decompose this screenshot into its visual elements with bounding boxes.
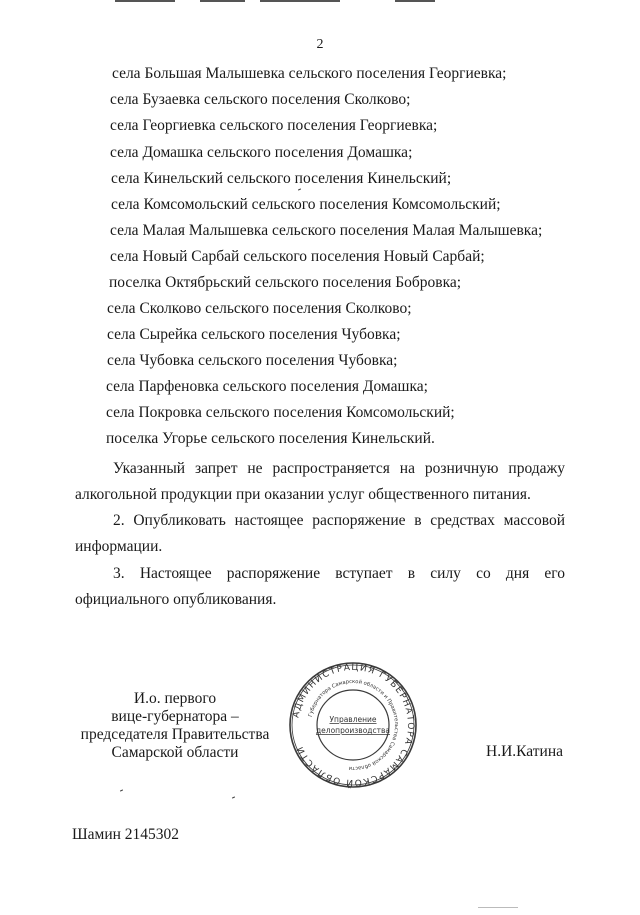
settlement-line: села Сырейка сельского поселения Чубовка; xyxy=(107,326,401,343)
seal-inner-text: Губернатора Самарской области и Правительства Самарской области xyxy=(307,678,400,772)
top-edge-rule xyxy=(395,0,435,2)
signatory-title-line: вице-губернатора – xyxy=(111,708,239,725)
settlement-line: села Большая Малышевка сельского поселения Георгиевка; xyxy=(112,65,507,82)
settlement-line: села Новый Сарбай сельского поселения Новый Сарбай; xyxy=(110,248,485,265)
settlement-line: села Комсомольский сельского поселения Комсомольский; xyxy=(111,196,501,213)
settlement-line: села Домашка сельского поселения Домашка; xyxy=(110,144,413,161)
scan-speck xyxy=(478,907,518,908)
settlement-line: поселка Октябрьский сельского поселения Бобровка; xyxy=(109,274,462,291)
signatory-title-line: И.о. первого xyxy=(133,690,217,707)
top-edge-rule xyxy=(260,0,340,2)
signatory-title-line: Самарской области xyxy=(111,744,239,761)
item-2-paragraph xyxy=(75,508,565,560)
signatory-title xyxy=(55,690,295,762)
page-number: 2 xyxy=(316,37,324,52)
settlement-line: села Парфеновка сельского поселения Домашка; xyxy=(106,378,428,395)
settlement-line: села Сколково сельского поселения Сколково; xyxy=(107,300,412,317)
seal-center-line: делопроизводства xyxy=(315,726,391,735)
settlement-line: села Чубовка сельского поселения Чубовка; xyxy=(107,352,398,369)
settlement-line: села Покровка сельского поселения Комсомольский; xyxy=(106,404,455,421)
settlement-line: поселка Угорье сельского поселения Кинельский. xyxy=(106,430,435,447)
top-edge-rule xyxy=(200,0,245,2)
official-seal xyxy=(286,660,420,790)
scan-speck xyxy=(120,789,123,791)
scan-speck xyxy=(232,796,235,798)
signatory-title-line: председателя Правительства xyxy=(80,726,270,743)
signatory-name: Н.И.Катина xyxy=(486,743,563,760)
settlement-line: села Бузаевка сельского поселения Сколково; xyxy=(110,91,411,108)
seal-outer-text: АДМИНИСТРАЦИЯ ГУБЕРНАТОРА САМАРСКОЙ ОБЛАСТИ xyxy=(291,662,416,788)
item-3-paragraph xyxy=(75,561,565,613)
settlement-line: села Георгиевка сельского поселения Георгиевка; xyxy=(110,117,438,134)
settlement-line: села Кинельский сельского поселения Кинельский; xyxy=(111,170,452,187)
item-2-text: 2. Опубликовать настоящее распоряжение в средствах массовой информации. xyxy=(75,512,565,555)
settlement-line: села Малая Малышевка сельского поселения Малая Малышевка; xyxy=(110,222,543,239)
scan-speck xyxy=(298,188,301,190)
svg-text:Губернатора Самарской области xyxy=(308,678,399,771)
executor-line: Шамин 2145302 xyxy=(72,826,180,843)
top-edge-rule xyxy=(115,0,175,2)
exception-paragraph xyxy=(75,456,565,508)
item-3-text: 3. Настоящее распоряжение вступает в силу со дня его официального опубликования. xyxy=(75,565,565,608)
exception-text: Указанный запрет не распространяется на розничную продажу алкогольной продукции при оказании услуг общественного питания. xyxy=(75,460,565,503)
seal-center-line: Управление xyxy=(329,715,377,724)
